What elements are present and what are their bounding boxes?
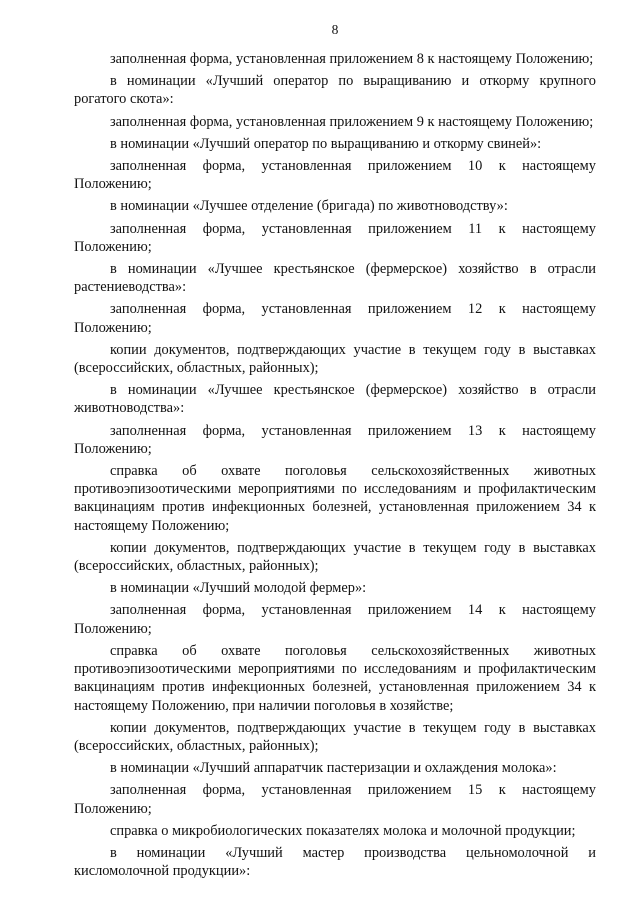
page-number: 8 [331,22,339,37]
paragraph: заполненная форма, установленная приложением 14 к настоящему Положению; [74,602,596,637]
paragraph: справка об охвате поголовья сельскохозяйственных животных противоэпизоотическими мероприятиями по исследованиям и профилактическим вакцинациям против инфекционных болезней, установленная приложением 34 к настоящему Положению; [74,463,596,534]
paragraph: заполненная форма, установленная приложением 12 к настоящему Положению; [74,301,596,336]
paragraph: в номинации «Лучшее крестьянское (фермерское) хозяйство в отрасли животноводства»: [74,382,596,417]
paragraph: копии документов, подтверждающих участие в текущем году в выставках (всероссийских, областных, районных); [74,719,596,754]
paragraph: заполненная форма, установленная приложением 15 к настоящему Положению; [74,782,596,817]
paragraph: в номинации «Лучшее крестьянское (фермерское) хозяйство в отрасли растениеводства»: [74,261,596,296]
paragraph: в номинации «Лучшее отделение (бригада) по животноводству»: [110,198,508,215]
paragraph: заполненная форма, установленная приложением 11 к настоящему Положению; [74,220,596,255]
paragraph: в номинации «Лучший аппаратчик пастеризации и охлаждения молока»: [110,760,557,777]
paragraph: копии документов, подтверждающих участие в текущем году в выставках (всероссийских, областных, районных); [74,539,596,575]
paragraph: в номинации «Лучший оператор по выращиванию и откорму крупного рогатого скота»: [74,73,596,108]
paragraph: справка об охвате поголовья сельскохозяйственных животных противоэпизоотическими мероприятиями по исследованиям и профилактическим вакцинациям против инфекционных болезней, установленная приложением 34 к настоящему Положению, при наличии поголовья в хозяйстве; [74,642,596,714]
paragraph: заполненная форма, установленная приложением 9 к настоящему Положению; [110,113,594,130]
paragraph: заполненная форма, установленная приложением 13 к настоящему Положению; [74,422,596,457]
paragraph: копии документов, подтверждающих участие в текущем году в выставках (всероссийских, областных, районных); [74,341,596,377]
paragraph: в номинации «Лучший мастер производства цельномолочной и кисломолочной продукции»: [74,844,596,880]
paragraph: справка о микробиологических показателях молока и молочной продукции; [110,822,576,839]
paragraph: заполненная форма, установленная приложением 8 к настоящему Положению; [110,51,594,67]
document-body [74,50,596,880]
paragraph: в номинации «Лучший молодой фермер»: [110,580,367,597]
paragraph: заполненная форма, установленная приложением 10 к настоящему Положению; [74,158,596,193]
paragraph: в номинации «Лучший оператор по выращиванию и откорму свиней»: [110,135,542,152]
